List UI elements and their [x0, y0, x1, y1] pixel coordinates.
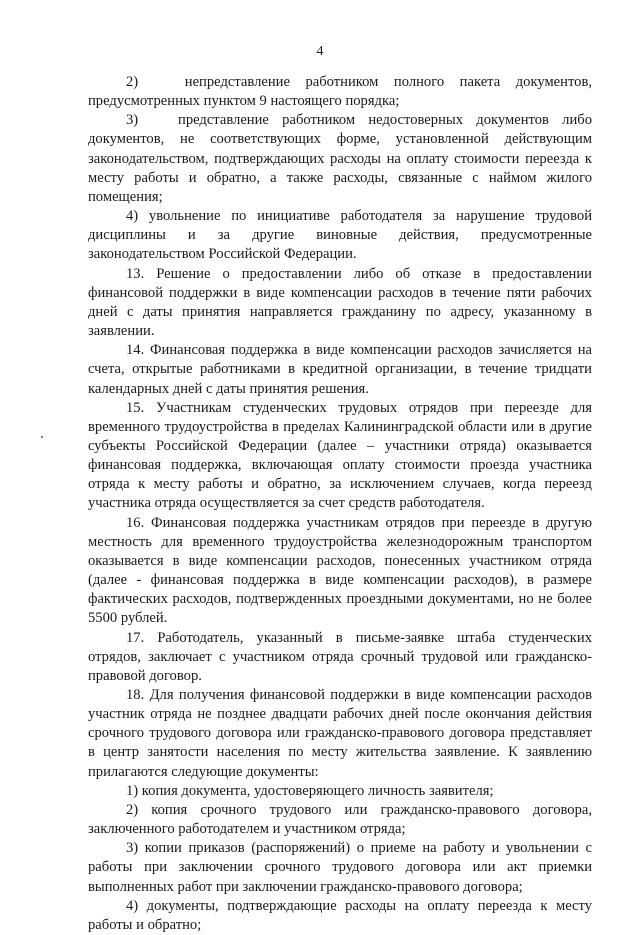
- paragraph-item-2: 2) непредставление работником полного пакета документов, предусмотренных пунктом 9 настоящего порядка;: [88, 74, 592, 110]
- page-number: 4: [316, 44, 324, 59]
- paragraph-section-17: 17. Работодатель, указанный в письме-заявке штаба студенческих отрядов, заключает с участником отряда срочный трудовой или гражданско-правовой договор.: [88, 629, 592, 684]
- paragraph-section-15: 15. Участникам студенческих трудовых отрядов при переезде для временного трудоустройства в пределах Калининградской области или в другие субъекты Российской Федерации (далее – участники отряда) оказывается финансовая поддержка, включающая оплату стоимости проезда участника отряда к месту работы и обратно, за исключением случаев, когда переезд участника отряда осуществляется за счет средств работодателя.: [88, 399, 592, 512]
- margin-speck: [41, 436, 43, 438]
- list-item-document-4: 4) документы, подтверждающие расходы на оплату переезда к месту работы и обратно;: [88, 897, 592, 933]
- paragraph-section-18: 18. Для получения финансовой поддержки в виде компенсации расходов участник отряда не позднее двадцати рабочих дней после окончания действия срочного трудового договора или гражданско-правового договора представляет в центр занятости населения по месту жительства заявление. К заявлению прилагаются следующие документы:: [88, 687, 592, 780]
- list-item-document-3: 3) копии приказов (распоряжений) о приеме на работу и увольнении с работы при заключении срочного трудового договора или акт приемки выполненных работ при заключении гражданско-правового договора;: [88, 840, 592, 895]
- paragraph-item-4: 4) увольнение по инициативе работодателя за нарушение трудовой дисциплины и за другие виновные действия, предусмотренные законодательством Российской Федерации.: [88, 208, 592, 263]
- paragraph-section-14: 14. Финансовая поддержка в виде компенсации расходов зачисляется на счета, открытые работниками в кредитной организации, в течение тридцати календарных дней с даты принятия решения.: [88, 342, 592, 397]
- paragraph-section-13: 13. Решение о предоставлении либо об отказе в предоставлении финансовой поддержки в виде компенсации расходов в течение пяти рабочих дней с даты принятия направляется гражданину по адресу, указанному в заявлении.: [88, 265, 592, 340]
- paragraph-section-16: 16. Финансовая поддержка участникам отрядов при переезде в другую местность для временного трудоустройства железнодорожным транспортом оказывается в виде компенсации расходов, понесенных участником отряда (далее - финансовая поддержка в виде компенсации расходов), в размере фактических расходов, подтвержденных проездными документами, но не более 5500 рублей.: [88, 514, 592, 627]
- list-item-document-2: 2) копия срочного трудового или гражданско-правового договора, заключенного работодателем и участником отряда;: [88, 801, 592, 838]
- paragraph-item-3: 3) представление работником недостоверных документов либо документов, не соответствующих форме, установленной действующим законодательством, подтверждающих расходы на оплату стоимости переезда к месту работы и обратно, а также расходы, связанные с наймом жилого помещения;: [88, 112, 592, 205]
- list-item-document-1: 1) копия документа, удостоверяющего личность заявителя;: [126, 782, 494, 799]
- document-body: [88, 73, 592, 935]
